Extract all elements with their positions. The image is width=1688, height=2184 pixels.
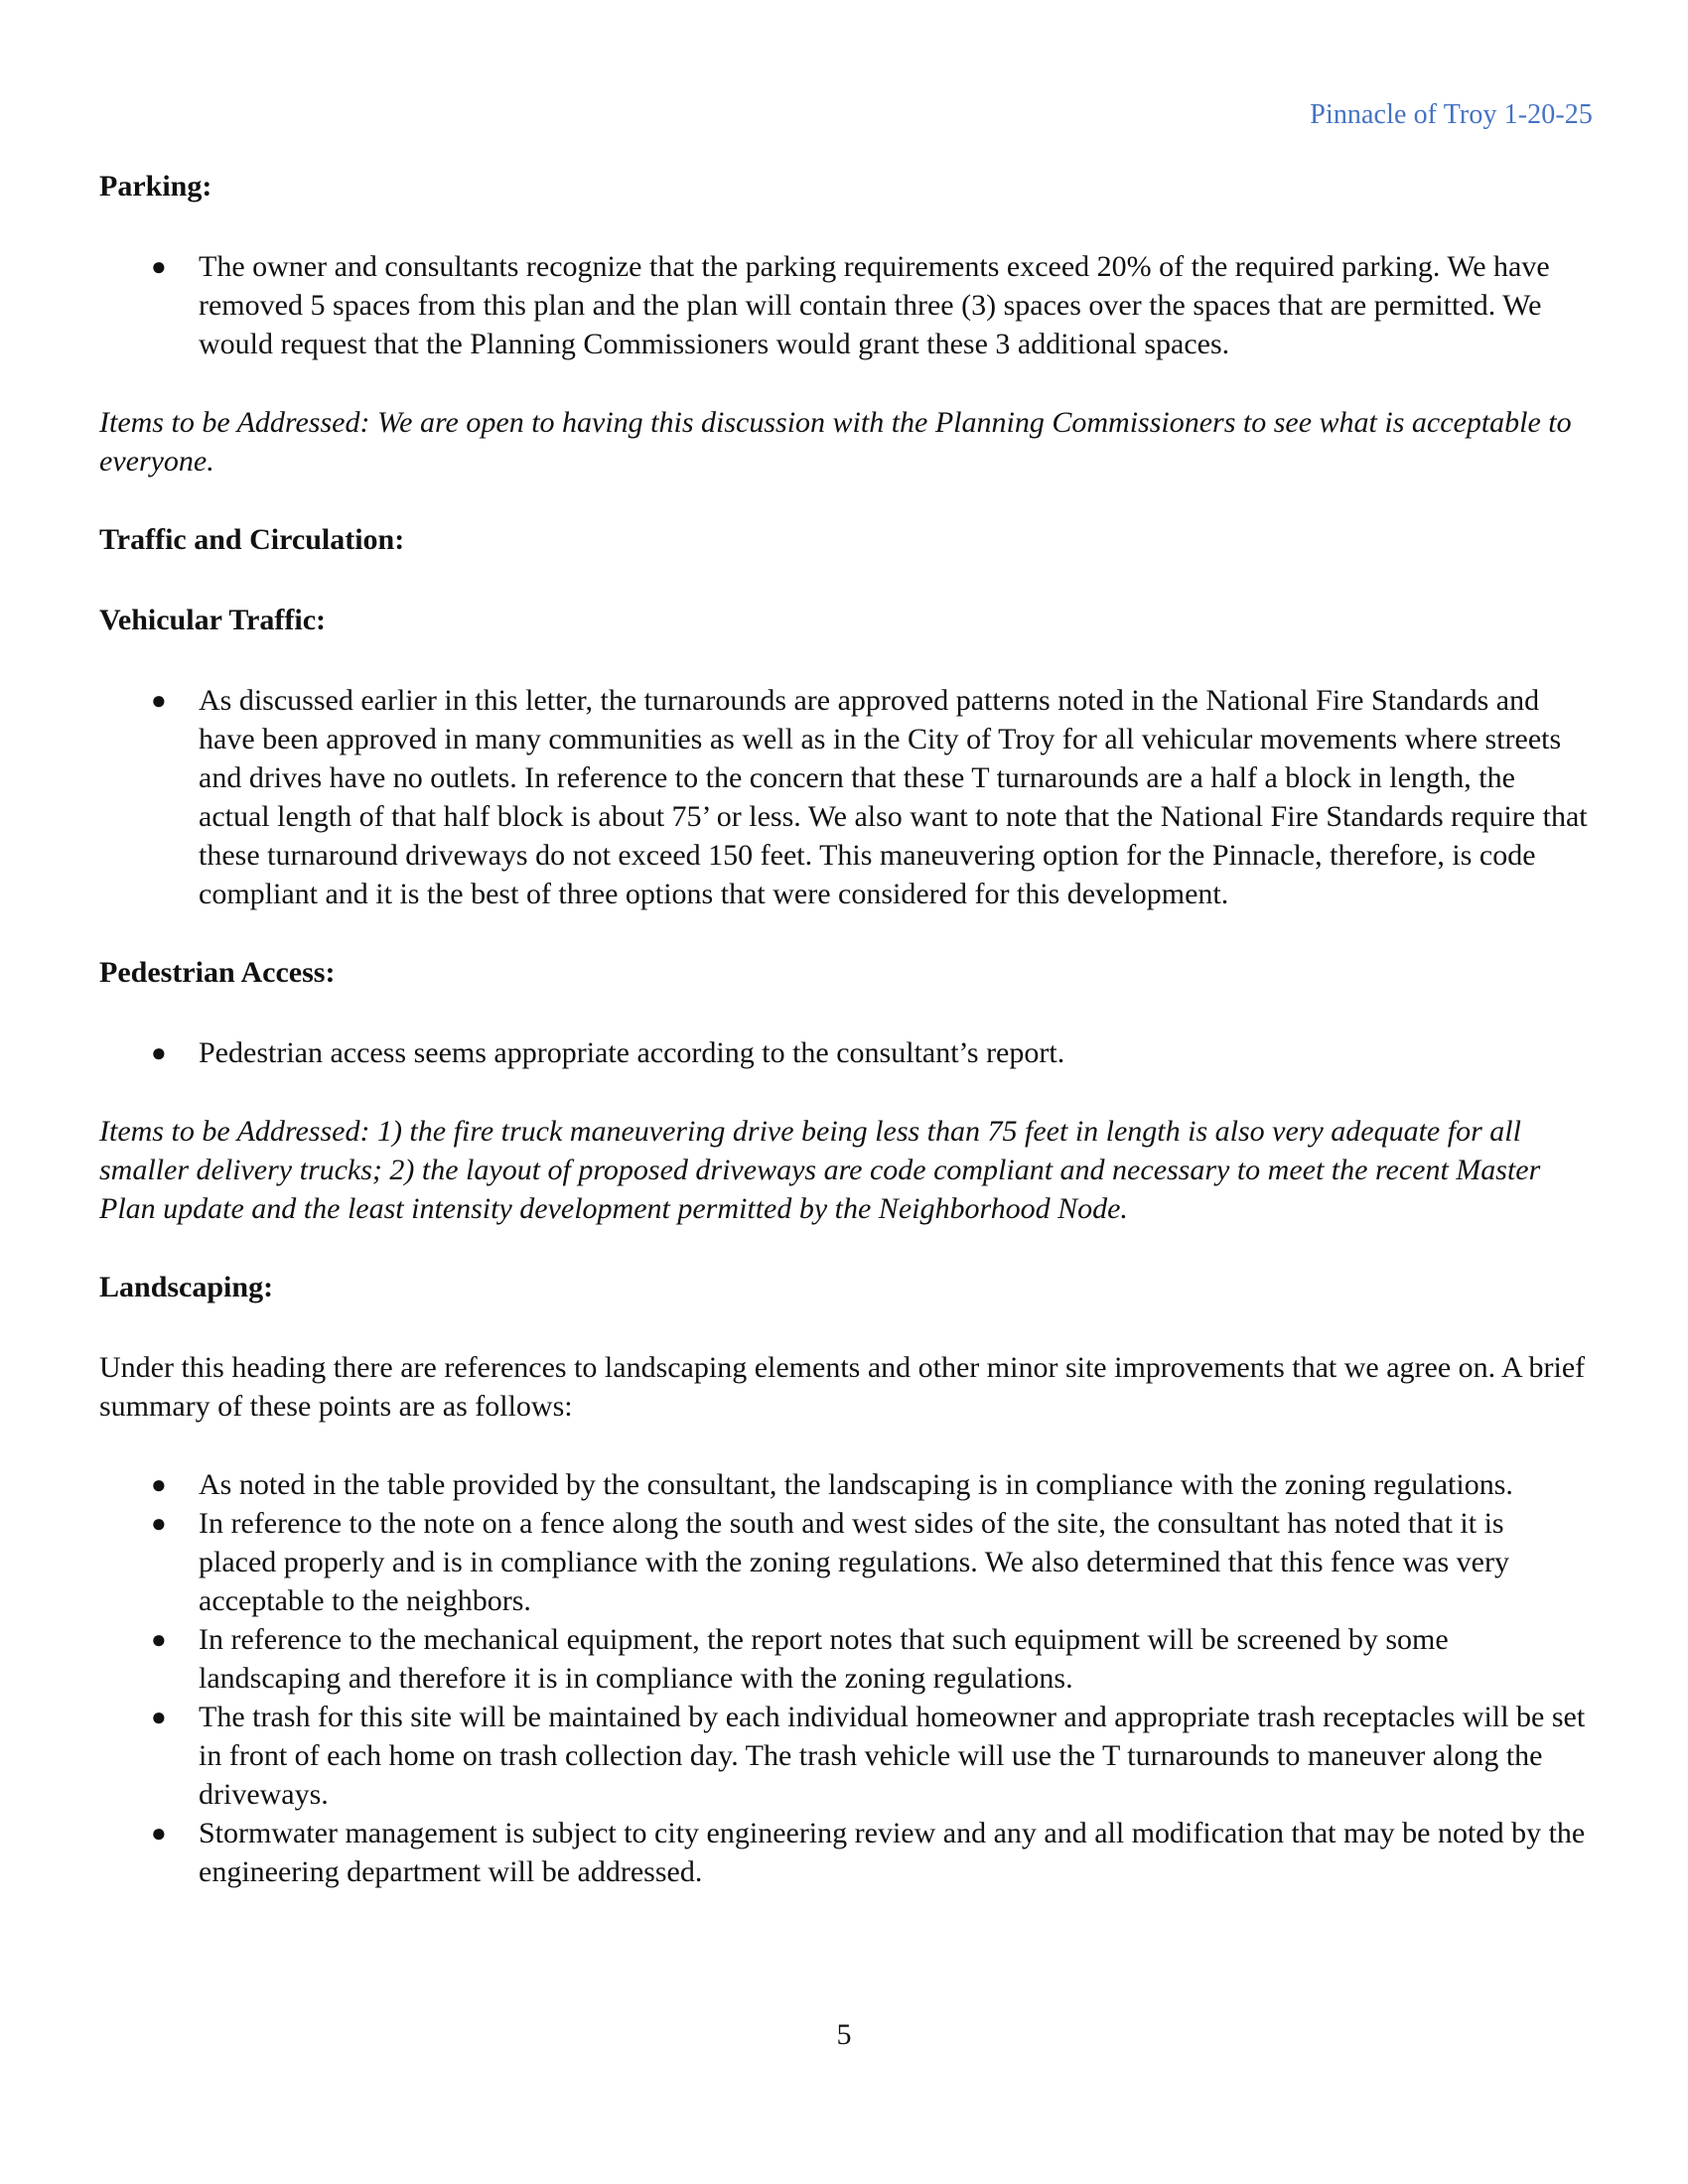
bullet-icon: ● (151, 252, 167, 281)
document-header: Pinnacle of Troy 1-20-25 (1310, 99, 1593, 130)
section-heading-parking: Parking: (99, 170, 212, 203)
pedestrian-bullet-list (99, 1033, 1589, 1072)
list-item (99, 1504, 1589, 1620)
bullet-icon: ● (151, 1509, 167, 1538)
bullet-icon: ● (151, 1703, 167, 1731)
bullet-icon: ● (151, 686, 167, 715)
bullet-text: As noted in the table provided by the consultant, the landscaping is in compliance with the zoning regulations. (199, 1468, 1513, 1501)
bullet-text: The owner and consultants recognize that the parking requirements exceed 20% of the required parking. We have removed 5 spaces from this plan and the plan will contain three (3) spaces over the spaces that are permitted. We would request that the Planning Commissioners would grant these 3 additional spaces. (199, 250, 1550, 360)
section-heading-traffic: Traffic and Circulation: (99, 523, 405, 556)
list-item (99, 681, 1589, 913)
vehicular-bullet-list (99, 681, 1589, 913)
parking-items-note: Items to be Addressed: We are open to having this discussion with the Planning Commissioners to see what is acceptable to everyone. (99, 406, 1572, 478)
section-heading-landscaping: Landscaping: (99, 1271, 274, 1303)
pedestrian-items-note: Items to be Addressed: 1) the fire truck maneuvering drive being less than 75 feet in length is also very adequate for all smaller delivery trucks; 2) the layout of proposed driveways are code compliant and necessary to meet the recent Master Plan update and the least intensity development permitted by the Neighborhood Node. (99, 1115, 1541, 1225)
list-item (99, 1698, 1589, 1814)
list-item (99, 1620, 1589, 1698)
bullet-text: In reference to the mechanical equipment, the report notes that such equipment will be screened by some landscaping and therefore it is in compliance with the zoning regulations. (199, 1623, 1449, 1695)
document-body (99, 167, 1589, 1891)
bullet-icon: ● (151, 1038, 167, 1067)
section-heading-pedestrian: Pedestrian Access: (99, 956, 336, 989)
bullet-text: Pedestrian access seems appropriate according to the consultant’s report. (199, 1036, 1065, 1069)
bullet-text: Stormwater management is subject to city engineering review and any and all modification that may be noted by the engineering department will be addressed. (199, 1817, 1586, 1888)
section-heading-vehicular: Vehicular Traffic: (99, 604, 327, 636)
bullet-icon: ● (151, 1470, 167, 1499)
bullet-icon: ● (151, 1625, 167, 1654)
landscaping-bullet-list (99, 1465, 1589, 1891)
list-item (99, 1033, 1589, 1072)
bullet-text: The trash for this site will be maintained by each individual homeowner and appropriate trash receptacles will be set in front of each home on trash collection day. The trash vehicle will use the T turnarounds to maneuver along the driveways. (199, 1701, 1586, 1811)
parking-bullet-list (99, 247, 1589, 363)
page-number: 5 (836, 2018, 852, 2051)
list-item (99, 1465, 1589, 1504)
landscaping-intro: Under this heading there are references to landscaping elements and other minor site improvements that we agree on. A brief summary of these points are as follows: (99, 1351, 1586, 1423)
list-item (99, 247, 1589, 363)
bullet-text: As discussed earlier in this letter, the turnarounds are approved patterns noted in the National Fire Standards and have been approved in many communities as well as in the City of Troy for all vehicular movements where streets and drives have no outlets. In reference to the concern that these T turnarounds are a half a block in length, the actual length of that half block is about 75’ or less. We also want to note that the National Fire Standards require that these turnaround driveways do not exceed 150 feet. This maneuvering option for the Pinnacle, therefore, is code compliant and it is the best of three options that were considered for this development. (199, 684, 1588, 910)
bullet-icon: ● (151, 1819, 167, 1847)
bullet-text: In reference to the note on a fence along the south and west sides of the site, the consultant has noted that it is placed properly and is in compliance with the zoning regulations. We also determined that this fence was very acceptable to the neighbors. (199, 1507, 1509, 1617)
list-item (99, 1814, 1589, 1891)
